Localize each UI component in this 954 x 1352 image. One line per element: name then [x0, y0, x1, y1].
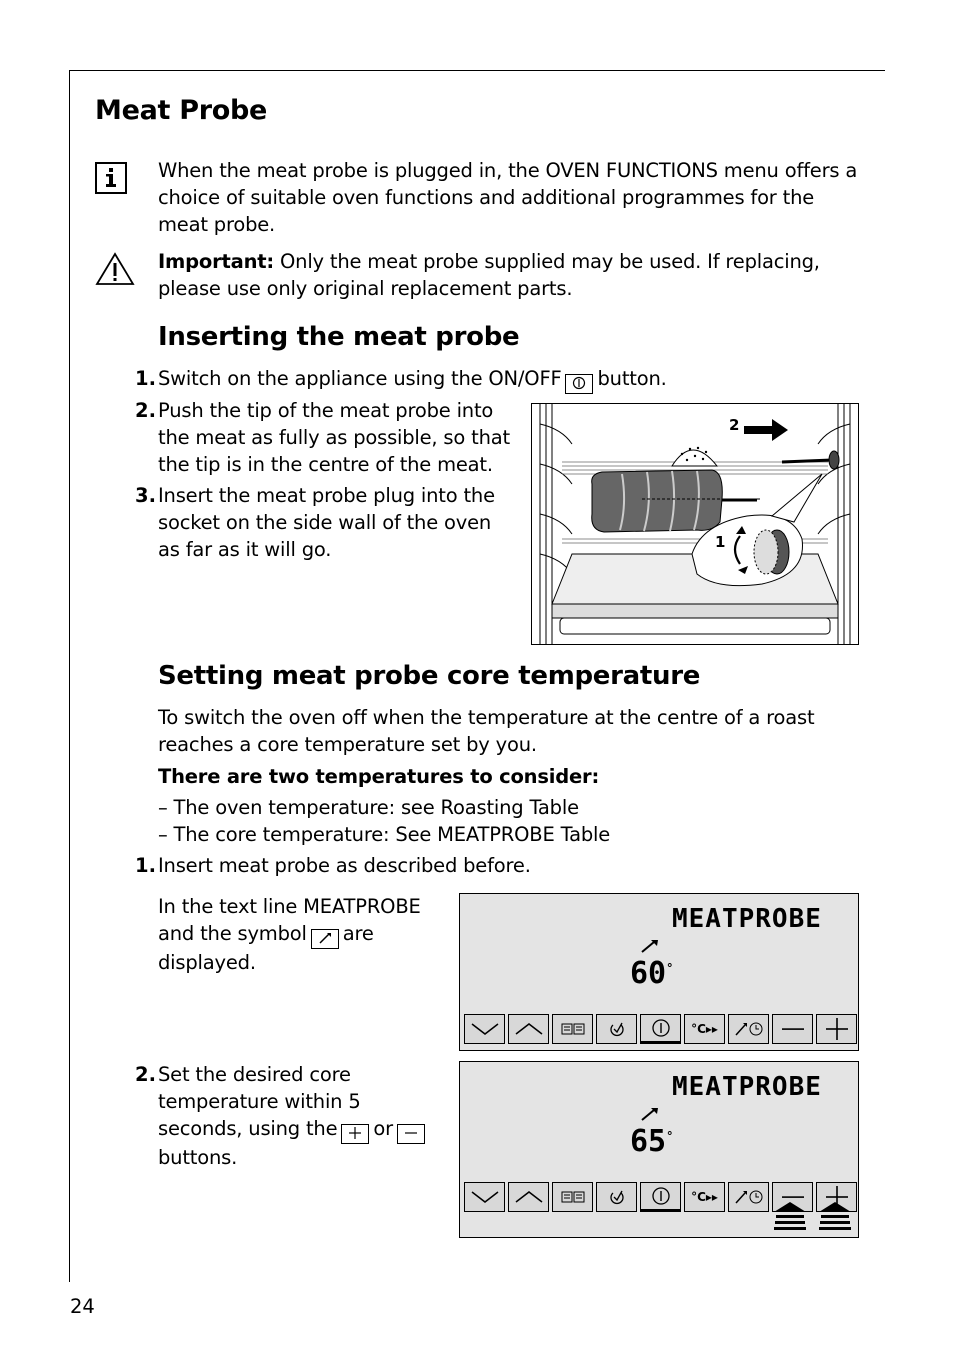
figure-label-1: 1 [715, 533, 726, 551]
clock-check-button[interactable] [596, 1182, 637, 1212]
important-note [158, 248, 858, 302]
step-number: 2. [135, 1063, 156, 1086]
power-icon [651, 1018, 671, 1038]
minus-icon [780, 1022, 806, 1036]
onoff-button[interactable] [640, 1014, 681, 1044]
step-number: 1. [135, 367, 156, 390]
lcd-temp-value: 60 [630, 956, 667, 991]
step-text-pre: Switch on the appliance using the ON/OFF [158, 367, 562, 390]
clock-check-icon [608, 1188, 626, 1206]
lcd-display [459, 893, 859, 1051]
fast-heat-button[interactable] [684, 1014, 725, 1044]
top-rule [69, 70, 885, 71]
lcd-text-line: MEATPROBE [672, 1072, 822, 1102]
clock-check-icon [608, 1020, 626, 1038]
info-note: When the meat probe is plugged in, the OVEN FUNCTIONS menu offers a choice of suitable oven functions and additional programmes for the meat probe. [158, 159, 858, 236]
step-text [158, 365, 858, 394]
degree-symbol: ° [666, 961, 674, 975]
degree-symbol: ° [666, 1129, 674, 1143]
probe-key-icon [311, 929, 339, 949]
step-text-pre: Set the desired core temperature within 5 seconds, using the [158, 1063, 361, 1140]
left-rule [69, 70, 70, 1282]
lcd-text-line: MEATPROBE [672, 904, 822, 934]
figure-label-2: 2 [729, 416, 740, 434]
chevron-up-icon [514, 1190, 544, 1204]
page-title: Meat Probe [95, 95, 267, 126]
section-title-setting: Setting meat probe core temperature [158, 661, 701, 691]
probe-icon [640, 938, 660, 957]
step-text: Insert meat probe as described before. [158, 854, 531, 877]
lcd-button-row [464, 1014, 857, 1044]
onoff-key-icon [565, 374, 593, 394]
book-button[interactable] [552, 1182, 593, 1212]
step-detail-post: are displayed. [158, 922, 374, 974]
step-text [158, 1061, 443, 1171]
down-button[interactable] [464, 1182, 505, 1212]
important-label: Important: [158, 250, 275, 273]
step-number: 3. [135, 484, 156, 507]
up-button[interactable] [508, 1014, 549, 1044]
minus-key-icon [397, 1124, 425, 1144]
step-text-post: buttons. [158, 1146, 238, 1169]
probe-timer-button[interactable] [728, 1182, 769, 1212]
section-intro: To switch the oven off when the temperature at the centre of a roast reaches a core temperature set by you. [158, 706, 815, 756]
onoff-button[interactable] [640, 1182, 681, 1212]
minus-button[interactable] [772, 1014, 813, 1044]
consider-heading: There are two temperatures to consider: [158, 765, 600, 788]
step-number: 1. [135, 854, 156, 877]
fast-heat-button[interactable] [684, 1182, 725, 1212]
warning-icon [95, 252, 135, 290]
book-button[interactable] [552, 1014, 593, 1044]
plus-icon [824, 1018, 850, 1040]
fast-heat-icon: °C▸▸ [691, 1190, 718, 1204]
page-number: 24 [70, 1295, 95, 1318]
consider-item: – The oven temperature: see Roasting Table [158, 796, 579, 819]
up-button[interactable] [508, 1182, 549, 1212]
lcd-display [459, 1061, 859, 1238]
step-detail-pre: In the text line MEATPROBE and the symbol [158, 895, 421, 945]
consider-item: – The core temperature: See MEATPROBE Table [158, 823, 611, 846]
probe-timer-icon [734, 1189, 764, 1205]
lcd-temperature [630, 1124, 673, 1159]
step-text: Push the tip of the meat probe into the meat as fully as possible, so that the tip is in the centre of the meat. [158, 399, 510, 476]
important-text: Only the meat probe supplied may be used. If replacing, please use only original replacement parts. [158, 250, 820, 300]
step-text: Insert the meat probe plug into the socket on the side wall of the oven as far as it will go. [158, 484, 495, 561]
chevron-up-icon [514, 1022, 544, 1036]
probe-icon [640, 1106, 660, 1125]
down-button[interactable] [464, 1014, 505, 1044]
plus-button[interactable] [816, 1014, 857, 1044]
chevron-down-icon [470, 1022, 500, 1036]
step-detail [158, 893, 438, 976]
probe-timer-button[interactable] [728, 1014, 769, 1044]
step-text-mid: or [373, 1117, 393, 1140]
press-indicator-icon [817, 1200, 853, 1238]
oven-illustration [531, 403, 859, 645]
clock-check-button[interactable] [596, 1014, 637, 1044]
section-title-inserting: Inserting the meat probe [158, 322, 520, 352]
chevron-down-icon [470, 1190, 500, 1204]
step-number: 2. [135, 399, 156, 422]
book-icon [561, 1022, 585, 1036]
info-icon [95, 162, 127, 194]
book-icon [561, 1190, 585, 1204]
step-text-post: button. [597, 367, 667, 390]
probe-timer-icon [734, 1021, 764, 1037]
lcd-temp-value: 65 [630, 1124, 667, 1159]
lcd-temperature [630, 956, 673, 991]
power-icon [651, 1186, 671, 1206]
plus-key-icon [341, 1124, 369, 1144]
press-indicator-icon [772, 1200, 808, 1238]
fast-heat-icon: °C▸▸ [691, 1022, 718, 1036]
